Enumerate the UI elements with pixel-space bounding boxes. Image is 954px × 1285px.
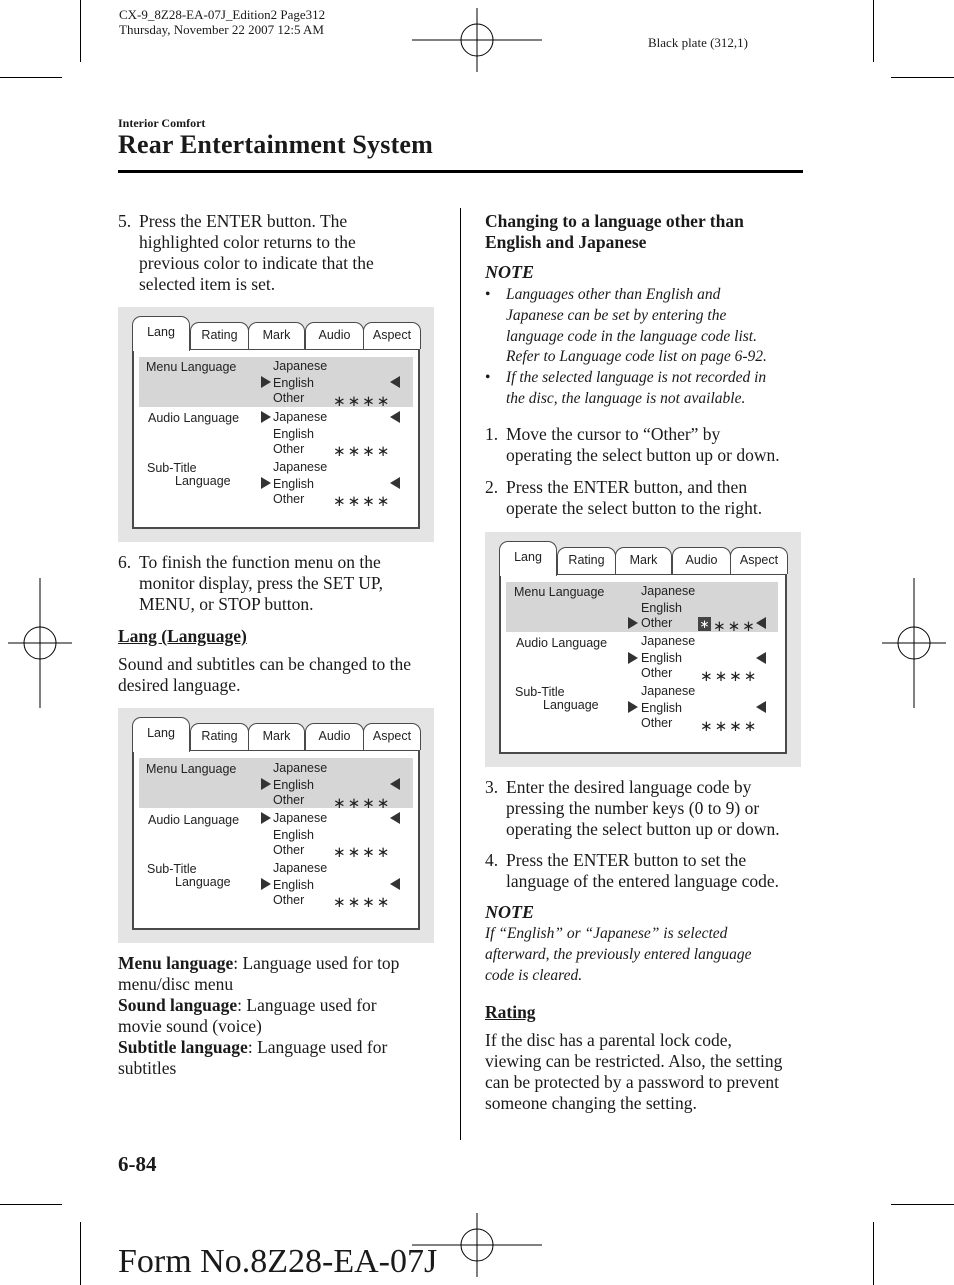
text-line: If the selected language is not recorded in [506, 369, 767, 386]
step-number: 1. [485, 424, 499, 444]
arrow-left-icon [390, 812, 400, 824]
text-line: Refer to Language code list on page 6-92. [506, 348, 767, 366]
page-number: 6-84 [118, 1152, 157, 1176]
title-rule [118, 170, 803, 173]
arrow-left-icon [390, 411, 400, 423]
note-text-2 [485, 924, 805, 986]
rating-paragraph [485, 1030, 805, 1114]
text-line: selected item is set. [139, 274, 276, 294]
step-text [139, 552, 383, 615]
registration-mark-right [882, 578, 946, 708]
tab-lang: Lang [132, 316, 190, 351]
definition-text: : Language used for top [233, 953, 400, 973]
text-line: viewing can be restricted. Also, the setting [485, 1051, 783, 1071]
definition-text: : Language used for [247, 1037, 388, 1057]
tab-rating: Rating [190, 322, 249, 349]
step-number: 5. [118, 211, 132, 231]
option-english: English [273, 828, 314, 842]
settings-screen-figure-3 [485, 532, 801, 767]
crop-mark [80, 0, 81, 62]
menu-language-label: Menu Language [146, 762, 237, 776]
plate-label: Black plate (312,1) [648, 35, 748, 50]
text-line: Move the cursor to “Other” by [506, 424, 721, 444]
subtitle-label: Sub-Title [515, 685, 565, 699]
text-line: Press the ENTER button, and then [506, 477, 748, 497]
definition-term: Sound language [118, 995, 238, 1015]
step-5 [118, 211, 448, 301]
note-label-2: NOTE [485, 902, 534, 922]
tab-rating: Rating [557, 547, 616, 574]
arrow-left-icon [756, 652, 766, 664]
text-line: Press the ENTER button to set the [506, 850, 747, 870]
print-job-line-1: CX-9_8Z28-EA-07J_Edition2 Page312 [119, 7, 326, 22]
option-other: Other [273, 793, 305, 807]
stars-placeholder: ∗∗∗∗ [700, 717, 759, 735]
option-japanese: Japanese [273, 861, 328, 875]
option-japanese: Japanese [273, 460, 328, 474]
lang-paragraph [118, 654, 448, 696]
option-english: English [273, 778, 314, 792]
form-number: Form No.8Z28-EA-07J [118, 1243, 438, 1280]
text-line: afterward, the previously entered language [485, 945, 752, 963]
option-japanese: Japanese [273, 761, 328, 775]
subtitle-label-2: Language [175, 875, 231, 889]
arrow-left-icon [390, 376, 400, 388]
step-number: 2. [485, 477, 499, 497]
option-japanese: Japanese [641, 634, 696, 648]
option-japanese: Japanese [273, 811, 328, 825]
option-other: Other [273, 492, 305, 506]
subtitle-label-2: Language [543, 698, 599, 712]
language-other-heading [485, 211, 805, 253]
text-line: Languages other than English and [506, 286, 721, 303]
text-line: pressing the number keys (0 to 9) or [506, 798, 760, 818]
arrow-left-icon [756, 617, 766, 629]
step-4 [485, 850, 805, 894]
menu-language-label: Menu Language [514, 585, 605, 599]
arrow-right-icon [261, 477, 271, 489]
step-1 [485, 424, 805, 468]
tab-lang: Lang [132, 717, 190, 752]
stars-placeholder: ∗∗∗∗ [333, 392, 392, 410]
option-other: Other [641, 716, 673, 730]
text-line: highlighted color returns to the [139, 232, 356, 252]
definition-term: Subtitle language [118, 1037, 248, 1057]
bullet-icon: • [485, 369, 491, 386]
text-line: the disc, the language is not available. [506, 389, 746, 407]
option-other: Other [273, 843, 305, 857]
text-line: Enter the desired language code by [506, 777, 752, 797]
option-japanese: Japanese [273, 359, 328, 373]
text-line: desired language. [118, 675, 241, 695]
stars-placeholder: ∗∗∗∗ [700, 667, 759, 685]
section-label: Interior Comfort [118, 116, 206, 130]
rating-heading: Rating [485, 1002, 536, 1022]
note-label: NOTE [485, 262, 534, 282]
definition-text: : Language used for [237, 995, 377, 1015]
print-job-line-2: Thursday, November 22 2007 12:5 AM [119, 22, 324, 37]
step-text [506, 850, 779, 892]
lang-heading: Lang (Language) [118, 626, 247, 646]
page-title: Rear Entertainment System [118, 130, 434, 159]
audio-language-label: Audio Language [148, 411, 240, 425]
arrow-left-icon [390, 878, 400, 890]
tab-lang: Lang [499, 541, 557, 576]
crop-mark [891, 77, 954, 78]
option-other: Other [641, 616, 673, 630]
arrow-right-icon [628, 652, 638, 664]
crop-mark [891, 1204, 954, 1205]
definition-subtitle [118, 1037, 448, 1058]
crop-mark [873, 1222, 874, 1285]
option-japanese: Japanese [273, 410, 328, 424]
bullet-text [506, 285, 767, 368]
stars-placeholder: ∗∗∗ [713, 617, 757, 635]
registration-mark-left [8, 578, 72, 708]
step-2 [485, 477, 805, 521]
step-number: 3. [485, 777, 499, 797]
text-line: language of the entered language code. [506, 871, 780, 891]
bullet-text [506, 368, 766, 410]
subtitle-label: Sub-Title [147, 461, 197, 475]
step-text [506, 477, 762, 519]
settings-screen-figure-2 [118, 708, 434, 943]
stars-placeholder: ∗∗∗∗ [333, 893, 392, 911]
step-number: 6. [118, 552, 132, 572]
crop-mark [0, 1204, 62, 1205]
tab-aspect: Aspect [363, 723, 421, 750]
text-line: monitor display, press the SET UP, [139, 573, 384, 593]
audio-language-label: Audio Language [516, 636, 608, 650]
crop-mark [0, 77, 62, 78]
arrow-left-icon [390, 778, 400, 790]
step-number: 4. [485, 850, 499, 870]
text-line: Sound and subtitles can be changed to the [118, 654, 412, 674]
arrow-right-icon [628, 701, 638, 713]
option-other: Other [273, 893, 305, 907]
tab-mark: Mark [615, 547, 672, 574]
definition-text: menu/disc menu [118, 974, 234, 994]
tab-audio: Audio [305, 723, 364, 750]
text-line: can be protected by a password to prevent [485, 1072, 779, 1092]
text-line: To finish the function menu on the [139, 552, 381, 572]
stars-placeholder: ∗∗∗∗ [333, 442, 392, 460]
option-english: English [273, 477, 314, 491]
option-other: Other [273, 391, 305, 405]
option-english: English [641, 701, 682, 715]
stars-placeholder: ∗∗∗∗ [333, 492, 392, 510]
option-japanese: Japanese [641, 584, 696, 598]
text-line: MENU, or STOP button. [139, 594, 314, 614]
option-english: English [641, 651, 682, 665]
menu-language-label: Menu Language [146, 360, 237, 374]
arrow-right-icon [628, 617, 638, 629]
column-divider [460, 208, 461, 1140]
option-other: Other [273, 442, 305, 456]
tab-aspect: Aspect [730, 547, 788, 574]
step-text [506, 424, 780, 466]
tab-audio: Audio [672, 547, 731, 574]
stars-placeholder: ∗∗∗∗ [333, 794, 392, 812]
arrow-right-icon [261, 411, 271, 423]
settings-screen-figure-1 [118, 307, 434, 542]
step-text [139, 211, 374, 295]
bullet-icon: • [485, 286, 491, 303]
text-line: code is cleared. [485, 966, 583, 984]
arrow-left-icon [756, 701, 766, 713]
step-3 [485, 777, 805, 842]
definition-menu [118, 953, 448, 974]
text-line: previous color to indicate that the [139, 253, 374, 273]
text-line: Japanese can be set by entering the [506, 306, 727, 324]
text-line: operating the select button up or down. [506, 819, 780, 839]
tab-aspect: Aspect [363, 322, 421, 349]
option-english: English [273, 878, 314, 892]
tab-mark: Mark [248, 723, 305, 750]
crop-mark [80, 1222, 81, 1285]
text-line: If “English” or “Japanese” is selected [485, 925, 728, 942]
text-line: Changing to a language other than [485, 211, 744, 231]
subtitle-label: Sub-Title [147, 862, 197, 876]
stars-placeholder: ∗∗∗∗ [333, 843, 392, 861]
text-line: operating the select button up or down. [506, 445, 780, 465]
note-bullet-1 [485, 285, 805, 369]
text-line: Press the ENTER button. The [139, 211, 348, 231]
option-english: English [273, 376, 314, 390]
step-6 [118, 552, 448, 618]
definition-term: Menu language [118, 953, 234, 973]
tab-rating: Rating [190, 723, 249, 750]
cursor-star: ∗ [699, 617, 710, 631]
option-other: Other [641, 666, 673, 680]
arrow-right-icon [261, 778, 271, 790]
option-japanese: Japanese [641, 684, 696, 698]
definition-sound [118, 995, 448, 1016]
crop-mark [873, 0, 874, 62]
tab-mark: Mark [248, 322, 305, 349]
arrow-right-icon [261, 878, 271, 890]
note-bullet-2 [485, 368, 805, 410]
text-line: operate the select button to the right. [506, 498, 763, 518]
text-line: language code in the language code list. [506, 327, 757, 345]
text-line: someone changing the setting. [485, 1093, 697, 1113]
text-line: English and Japanese [485, 232, 647, 252]
arrow-left-icon [390, 477, 400, 489]
arrow-right-icon [261, 376, 271, 388]
arrow-right-icon [261, 812, 271, 824]
option-english: English [641, 601, 682, 615]
audio-language-label: Audio Language [148, 813, 240, 827]
step-text [506, 777, 780, 840]
definitions [118, 953, 448, 1079]
definition-text: subtitles [118, 1058, 177, 1078]
option-english: English [273, 427, 314, 441]
text-line: If the disc has a parental lock code, [485, 1030, 732, 1050]
subtitle-label-2: Language [175, 474, 231, 488]
registration-mark-top [412, 8, 542, 72]
definition-text: movie sound (voice) [118, 1016, 262, 1036]
tab-audio: Audio [305, 322, 364, 349]
